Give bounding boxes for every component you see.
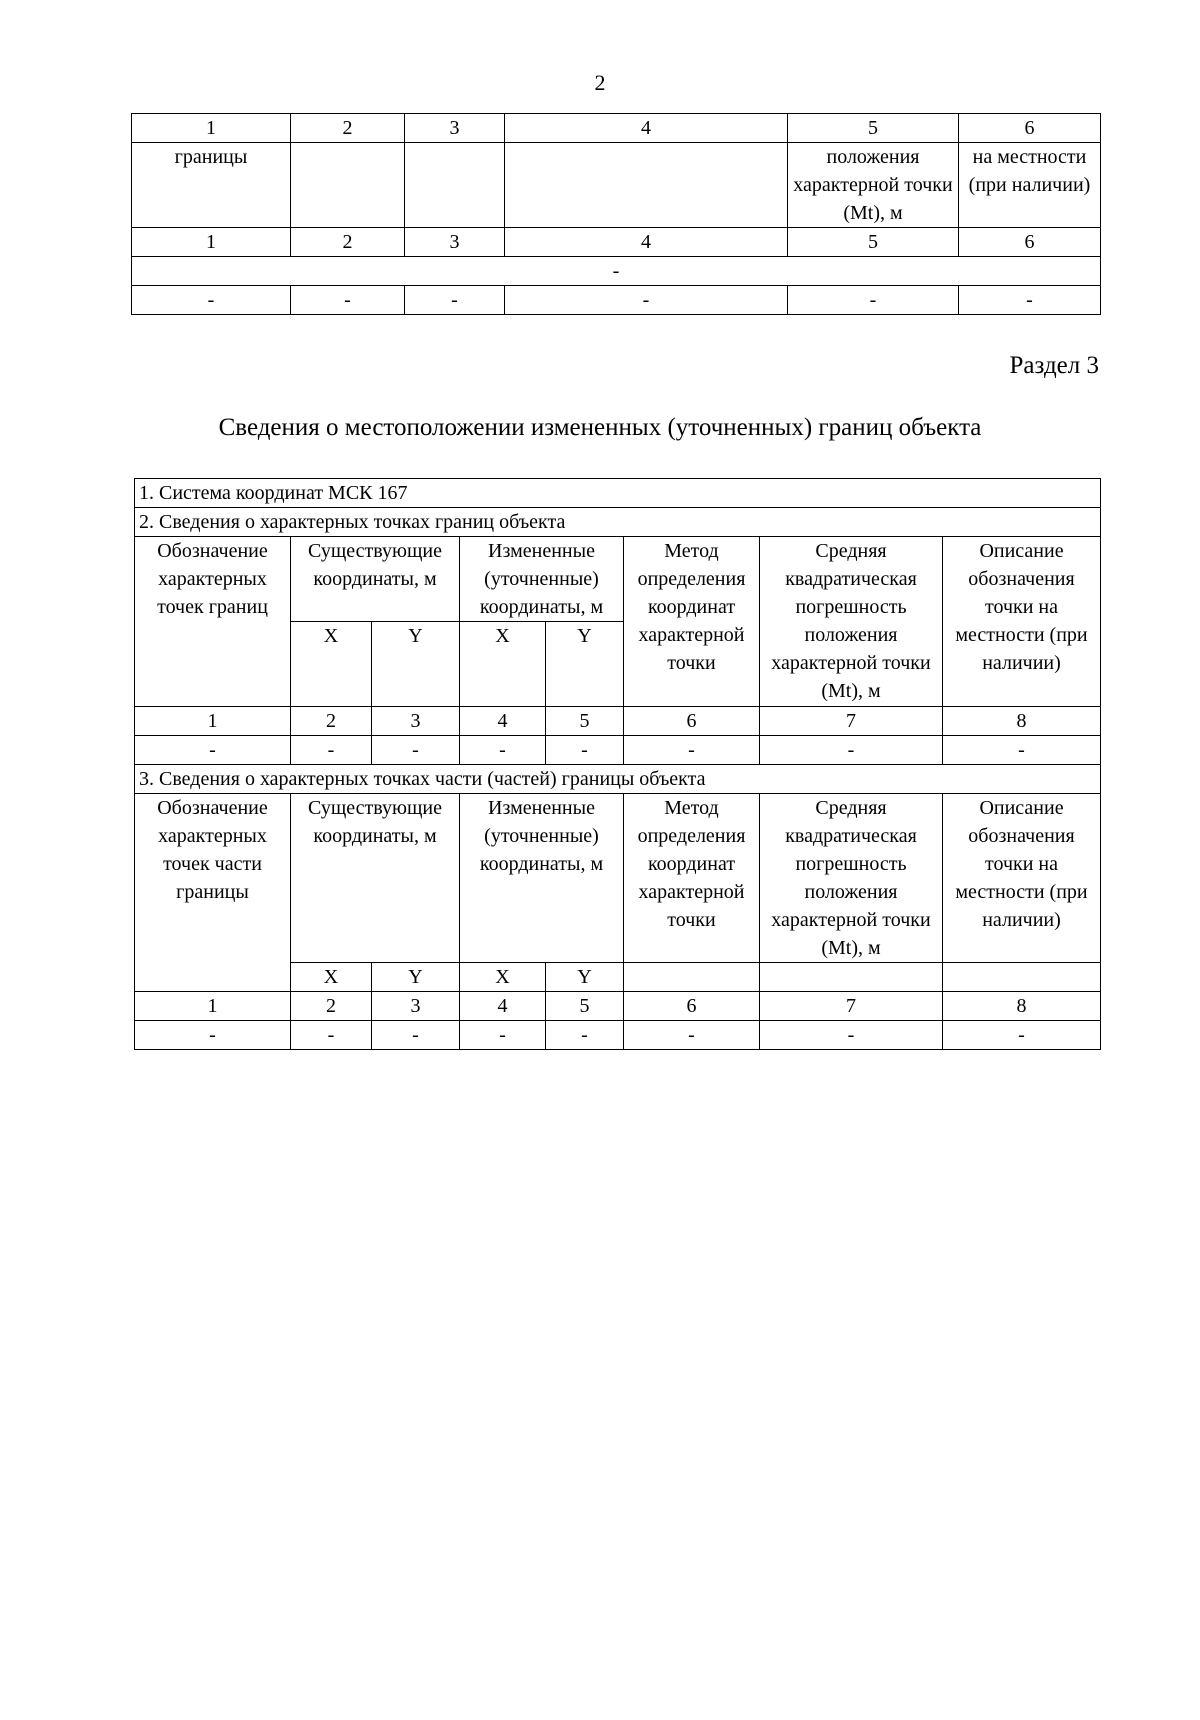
- cell: -: [505, 286, 788, 315]
- cell: -: [135, 1021, 291, 1050]
- empty-cell: [624, 963, 760, 992]
- cell: 6: [959, 114, 1101, 143]
- cell: 3: [405, 114, 505, 143]
- cell: -: [943, 736, 1101, 765]
- part2-dash-row: [135, 736, 1101, 765]
- header-y: Y: [546, 963, 624, 992]
- cell: -: [624, 1021, 760, 1050]
- cell: 2: [291, 992, 372, 1021]
- cell: -: [460, 736, 546, 765]
- header-error: Средняя квадратическая погрешность положения характерной точки (Mt), м: [760, 537, 943, 707]
- part3-number-row: [135, 992, 1101, 1021]
- header-description: Описание обозначения точки на местности (при наличии): [943, 537, 1101, 707]
- cell: 1: [135, 707, 291, 736]
- part3-title: 3. Сведения о характерных точках части (частей) границы объекта: [135, 765, 1101, 794]
- cell: -: [959, 286, 1101, 315]
- cell: -: [291, 1021, 372, 1050]
- cell: 4: [505, 228, 788, 257]
- number-row: [132, 228, 1101, 257]
- header-existing-coords: Существующие координаты, м: [291, 794, 460, 963]
- part3-dash-row: [135, 1021, 1101, 1050]
- cell: 6: [624, 707, 760, 736]
- cell: [291, 143, 405, 228]
- cell: -: [546, 736, 624, 765]
- header-y: Y: [546, 622, 624, 707]
- header-point-designation: Обозначение характерных точек части границы: [135, 794, 291, 992]
- header-x: X: [460, 963, 546, 992]
- cell: 4: [505, 114, 788, 143]
- cell: -: [788, 286, 959, 315]
- cell: 1: [135, 992, 291, 1021]
- cell: -: [135, 736, 291, 765]
- header-x: X: [460, 622, 546, 707]
- page-number: 2: [594, 70, 606, 95]
- cell: 4: [460, 707, 546, 736]
- cell: 6: [959, 228, 1101, 257]
- part3-header-row: [135, 794, 1101, 963]
- section-title: Сведения о местоположении измененных (уточненных) границ объекта: [218, 414, 982, 441]
- cell: 1: [132, 114, 291, 143]
- cell: -: [291, 736, 372, 765]
- cell: 8: [943, 992, 1101, 1021]
- cell: -: [291, 286, 405, 315]
- cell: 4: [460, 992, 546, 1021]
- cell: 6: [624, 992, 760, 1021]
- cell: 5: [546, 992, 624, 1021]
- cell: -: [372, 736, 460, 765]
- header-method: Метод определения координат характерной точки: [624, 537, 760, 707]
- cell: 3: [405, 228, 505, 257]
- header-point-designation: Обозначение характерных точек границ: [135, 537, 291, 707]
- section-label: Раздел 3: [1009, 352, 1099, 379]
- cell: -: [372, 1021, 460, 1050]
- header-changed-coords: Измененные (уточненные) координаты, м: [460, 537, 624, 622]
- header-description: Описание обозначения точки на местности (при наличии): [943, 794, 1101, 963]
- merged-cell: -: [132, 257, 1101, 286]
- cell: -: [546, 1021, 624, 1050]
- cell: -: [943, 1021, 1101, 1050]
- section3-table: [134, 478, 1101, 1050]
- part2-title-row: [135, 508, 1101, 537]
- merged-row: [132, 257, 1101, 286]
- header-existing-coords: Существующие координаты, м: [291, 537, 460, 622]
- empty-cell: [943, 963, 1101, 992]
- header-y: Y: [372, 963, 460, 992]
- cell: 5: [546, 707, 624, 736]
- cell: -: [405, 286, 505, 315]
- header-method: Метод определения координат характерной точки: [624, 794, 760, 963]
- cell: 5: [788, 228, 959, 257]
- cell: [405, 143, 505, 228]
- header-changed-coords: Измененные (уточненные) координаты, м: [460, 794, 624, 963]
- coord-system: 1. Система координат МСК 167: [135, 479, 1101, 508]
- cell: -: [460, 1021, 546, 1050]
- empty-cell: [760, 963, 943, 992]
- part2-title: 2. Сведения о характерных точках границ объекта: [135, 508, 1101, 537]
- cell: 1: [132, 228, 291, 257]
- cell: -: [760, 736, 943, 765]
- cell: 3: [372, 707, 460, 736]
- part2-header-row: [135, 537, 1101, 622]
- cell: 3: [372, 992, 460, 1021]
- cell: 7: [760, 992, 943, 1021]
- coord-system-row: [135, 479, 1101, 508]
- part3-title-row: [135, 765, 1101, 794]
- column-number-row: [132, 114, 1101, 143]
- cell: -: [624, 736, 760, 765]
- header-error: Средняя квадратическая погрешность положения характерной точки (Mt), м: [760, 794, 943, 963]
- cell: 2: [291, 114, 405, 143]
- header-x: X: [291, 963, 372, 992]
- cell: -: [760, 1021, 943, 1050]
- cell: 8: [943, 707, 1101, 736]
- header-y: Y: [372, 622, 460, 707]
- cell: положения характерной точки (Mt), м: [788, 143, 959, 228]
- cell: на местности (при наличии): [959, 143, 1101, 228]
- cell: [505, 143, 788, 228]
- continued-table: [131, 113, 1101, 315]
- cell: -: [132, 286, 291, 315]
- cell: 7: [760, 707, 943, 736]
- cell: 2: [291, 707, 372, 736]
- header-x: X: [291, 622, 372, 707]
- part2-number-row: [135, 707, 1101, 736]
- cell: 5: [788, 114, 959, 143]
- dash-row: [132, 286, 1101, 315]
- cell: 2: [291, 228, 405, 257]
- header-tail-row: [132, 143, 1101, 228]
- cell: границы: [132, 143, 291, 228]
